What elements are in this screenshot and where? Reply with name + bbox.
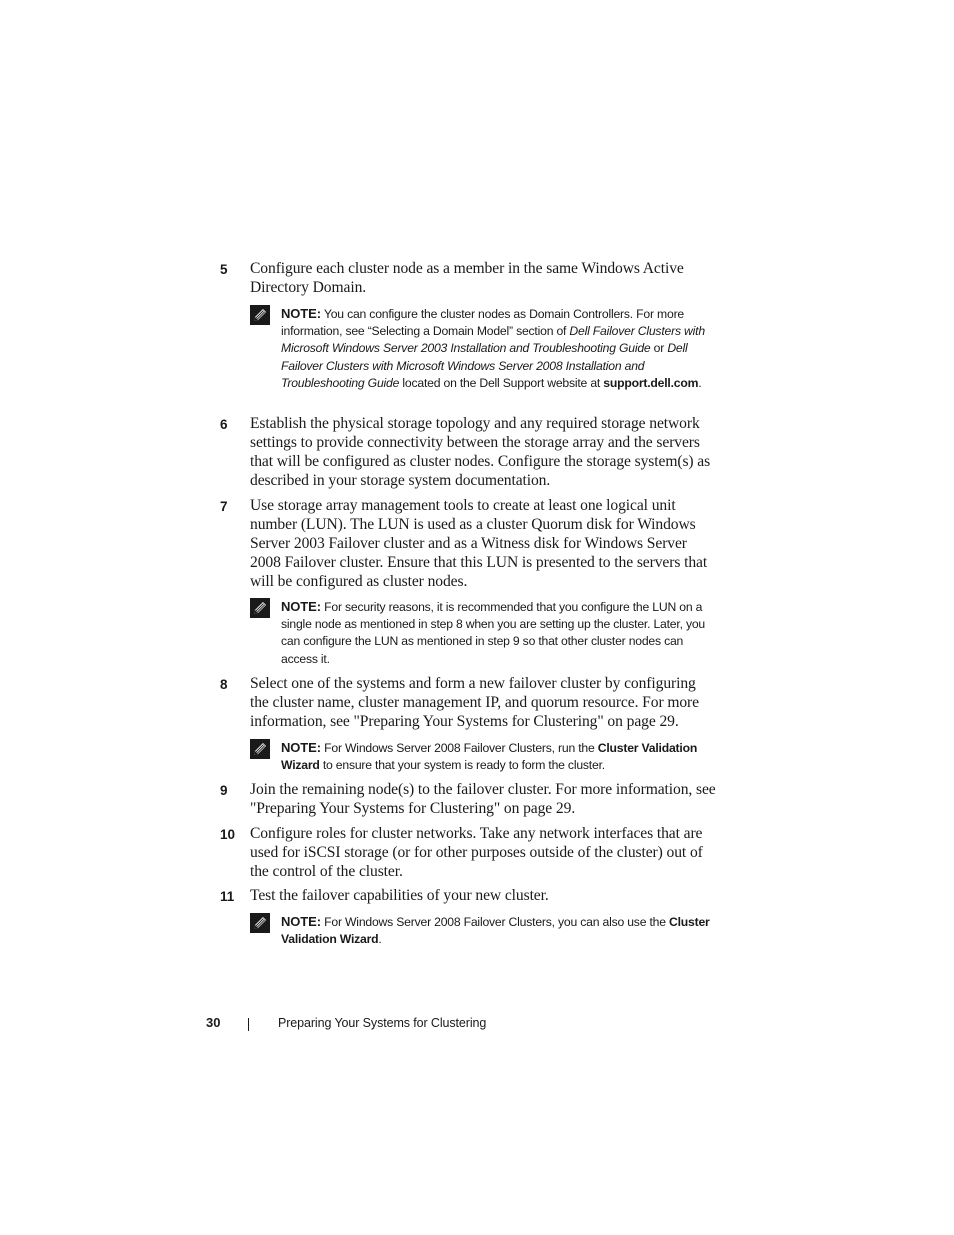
note-text-segment: . [698, 375, 702, 390]
note-text [281, 305, 719, 392]
step-number: 10 [220, 827, 236, 842]
section-title: Preparing Your Systems for Clustering [278, 1016, 487, 1030]
note-pencil-icon [250, 913, 270, 933]
note-text-segment: . [378, 932, 382, 947]
step-text: Use storage array management tools to create at least one logical unit number (LUN). The LUN is used as a cluster Quorum disk for Windows Server 2003 Failover cluster and as a Witness disk for Windows Server 2008 Failover cluster. Ensure that this LUN is presented to the servers that will be configured as cluster nodes. [250, 497, 708, 590]
step-number: 11 [220, 889, 235, 904]
note-text-segment: located on the Dell Support website at [399, 375, 604, 390]
step-text: Configure each cluster node as a member in the same Windows Active Directory Domain. [250, 260, 684, 296]
step-number: 5 [220, 262, 228, 277]
guide-title-2008: Dell Failover Clusters with Microsoft Windows Server 2008 Installation and Troubleshooting Guide [281, 341, 688, 390]
step-text: Configure roles for cluster networks. Take any network interfaces that are used for iSCSI storage (or for other purposes outside of the cluster) out of the control of the cluster. [250, 825, 703, 880]
note-text-segment: to ensure that your system is ready to form the cluster. [319, 758, 605, 773]
note-text [281, 598, 719, 668]
note-text-segment: You can configure the cluster nodes as Domain Controllers. For more information, see “Selecting a Domain Model” section of [281, 307, 685, 339]
note-text [281, 739, 719, 774]
step-text: Select one of the systems and form a new failover cluster by configuring the cluster name, cluster management IP, and quorum resource. For more information, see "Preparing Your Systems for Clustering" on page 29. [250, 675, 699, 730]
footer-divider [248, 1018, 249, 1031]
step-number: 6 [220, 417, 228, 432]
note-label: NOTE: [281, 599, 321, 614]
step-text: Establish the physical storage topology and any required storage network settings to provide connectivity between the storage array and the servers that will be configured as cluster nodes. Configure the storage system(s) as described in your storage system documentation. [250, 415, 711, 489]
page-number: 30 [206, 1015, 221, 1030]
note-pencil-icon [250, 598, 270, 618]
note-text-segment: or [650, 341, 668, 356]
guide-title-2003: Dell Failover Clusters with Microsoft Windows Server 2003 Installation and Troubleshooting Guide [281, 324, 705, 356]
note-pencil-icon [250, 305, 270, 325]
note-pencil-icon [250, 739, 270, 759]
step-number: 7 [220, 499, 228, 514]
step-number: 8 [220, 677, 228, 692]
note-label: NOTE: [281, 740, 321, 755]
note-text-segment: For Windows Server 2008 Failover Clusters, run the [320, 741, 598, 755]
page-footer [206, 1015, 706, 1035]
note-label: NOTE: [281, 306, 321, 321]
cluster-validation-wizard-term: Cluster Validation Wizard [281, 741, 698, 773]
note-text-segment: For security reasons, it is recommended that you configure the LUN on a single node as mentioned in step 8 when you are setting up the cluster. Later, you can configure the LUN as mentioned in step 9 so that other cluster nodes can access it. [281, 600, 705, 666]
note-label: NOTE: [281, 914, 321, 929]
support-website-link[interactable]: support.dell.com [603, 375, 699, 390]
note-text-segment: For Windows Server 2008 Failover Clusters, you can also use the [320, 915, 669, 929]
step-text: Join the remaining node(s) to the failover cluster. For more information, see "Preparing Your Systems for Clustering" on page 29. [250, 781, 716, 817]
note-text [281, 913, 719, 948]
step-number: 9 [220, 783, 228, 798]
step-text: Test the failover capabilities of your new cluster. [250, 887, 549, 904]
cluster-validation-wizard-term: Cluster Validation Wizard [281, 915, 710, 947]
